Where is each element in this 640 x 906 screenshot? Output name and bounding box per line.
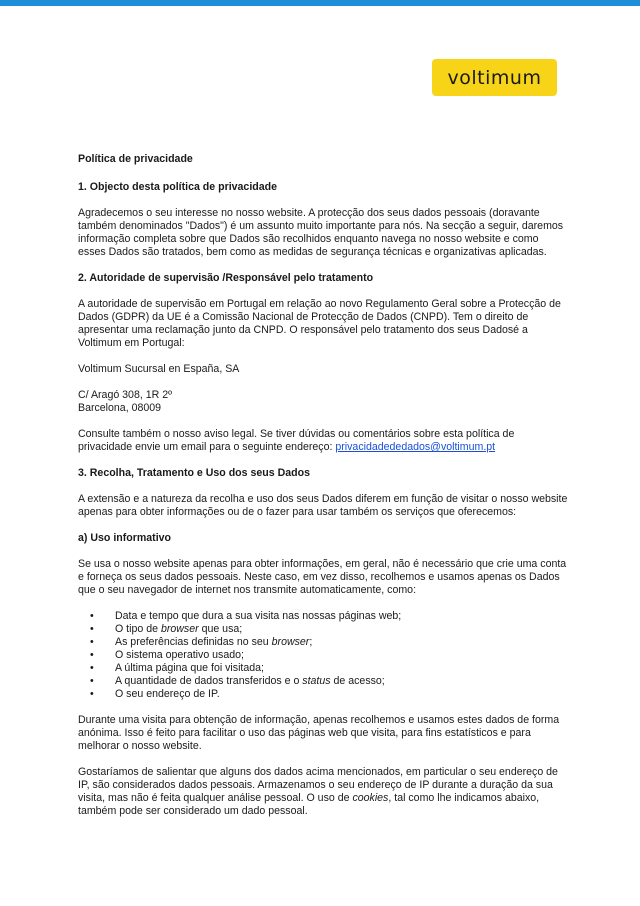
list-item: • A última página que foi visitada;	[78, 662, 568, 675]
document-body	[78, 153, 568, 818]
company-name: Voltimum Sucursal en España, SA	[78, 363, 240, 375]
contact-text: Consulte também o nosso aviso legal. Se tiver dúvidas ou comentários sobre esta política de privacidade envie um email para o seguinte endereço:	[78, 428, 515, 453]
voltimum-logo: voltimum	[432, 59, 557, 96]
top-accent-bar	[0, 0, 640, 6]
list-item: • Data e tempo que dura a sua visita nas nossas páginas web;	[78, 610, 568, 623]
section-1-heading: 1. Objecto desta política de privacidade	[78, 181, 277, 193]
contact-paragraph	[78, 428, 568, 454]
list-item: • As preferências definidas no seu browser;	[78, 636, 568, 649]
address-line-1: C/ Aragó 308, 1R 2º	[78, 389, 172, 401]
document-title: Política de privacidade	[78, 153, 193, 165]
contact-email-link[interactable]: privacidadededados@voltimum.pt	[335, 441, 496, 453]
subsection-a-paragraph: Se usa o nosso website apenas para obter informações, em geral, não é necessário que crie uma conta e forneça os seus dados pessoais. Neste caso, em vez disso, recolhemos e usamos apenas os Dados que o seu navegador de internet nos transmite automaticamente, como:	[78, 558, 567, 596]
section-3-paragraph: A extensão e a natureza da recolha e uso dos seus Dados diferem em função de visitar o nosso website apenas para obter informações ou de o fazer para usar também os serviços que oferecemos:	[78, 493, 568, 518]
section-3-heading: 3. Recolha, Tratamento e Uso dos seus Dados	[78, 467, 310, 479]
subsection-a-heading: a) Uso informativo	[78, 532, 172, 544]
section-2-heading: 2. Autoridade de supervisão /Responsável pelo tratamento	[78, 272, 374, 284]
address-line-2: Barcelona, 08009	[78, 402, 162, 414]
list-item: • O tipo de browser que usa;	[78, 623, 568, 636]
collected-data-list	[78, 610, 568, 701]
section-1-paragraph: Agradecemos o seu interesse no nosso website. A protecção dos seus dados pessoais (doravante também denominados "Dados") é um assunto muito importante para nós. Na secção a seguir, daremos informação completa sobre que Dados são recolhidos enquanto navega no nosso website e como esses Dados são tratados, bem como as medidas de segurança técnicas e organizativas aplicadas.	[78, 207, 564, 258]
section-3-paragraph-3: Gostaríamos de salientar que alguns dos dados acima mencionados, em particular o seu endereço de IP, são considerados dados pessoais. Armazenamos o seu endereço de IP durante a duração da sua visita, mas não é feita qualquer análise pessoal. O uso de cookies, tal como lhe indicamos abaixo, também pode ser considerado um dado pessoal.	[78, 766, 558, 817]
list-item: • O seu endereço de IP.	[78, 688, 568, 701]
section-2-paragraph: A autoridade de supervisão em Portugal em relação ao novo Regulamento Geral sobre a Protecção de Dados (GDPR) da UE é a Comissão Nacional de Protecção de Dados (CNPD). Tem o direito de apresentar uma reclamação junto da CNPD. O responsável pelo tratamento dos seus Dadosé a Voltimum em Portugal:	[78, 298, 561, 349]
list-item: • O sistema operativo usado;	[78, 649, 568, 662]
list-item: • A quantidade de dados transferidos e o status de acesso;	[78, 675, 568, 688]
section-3-paragraph-2: Durante uma visita para obtenção de informação, apenas recolhemos e usamos estes dados de forma anónima. Isso é feito para facilitar o uso das páginas web que visita, para fins estatísticos e para melhorar o nosso website.	[78, 714, 560, 752]
